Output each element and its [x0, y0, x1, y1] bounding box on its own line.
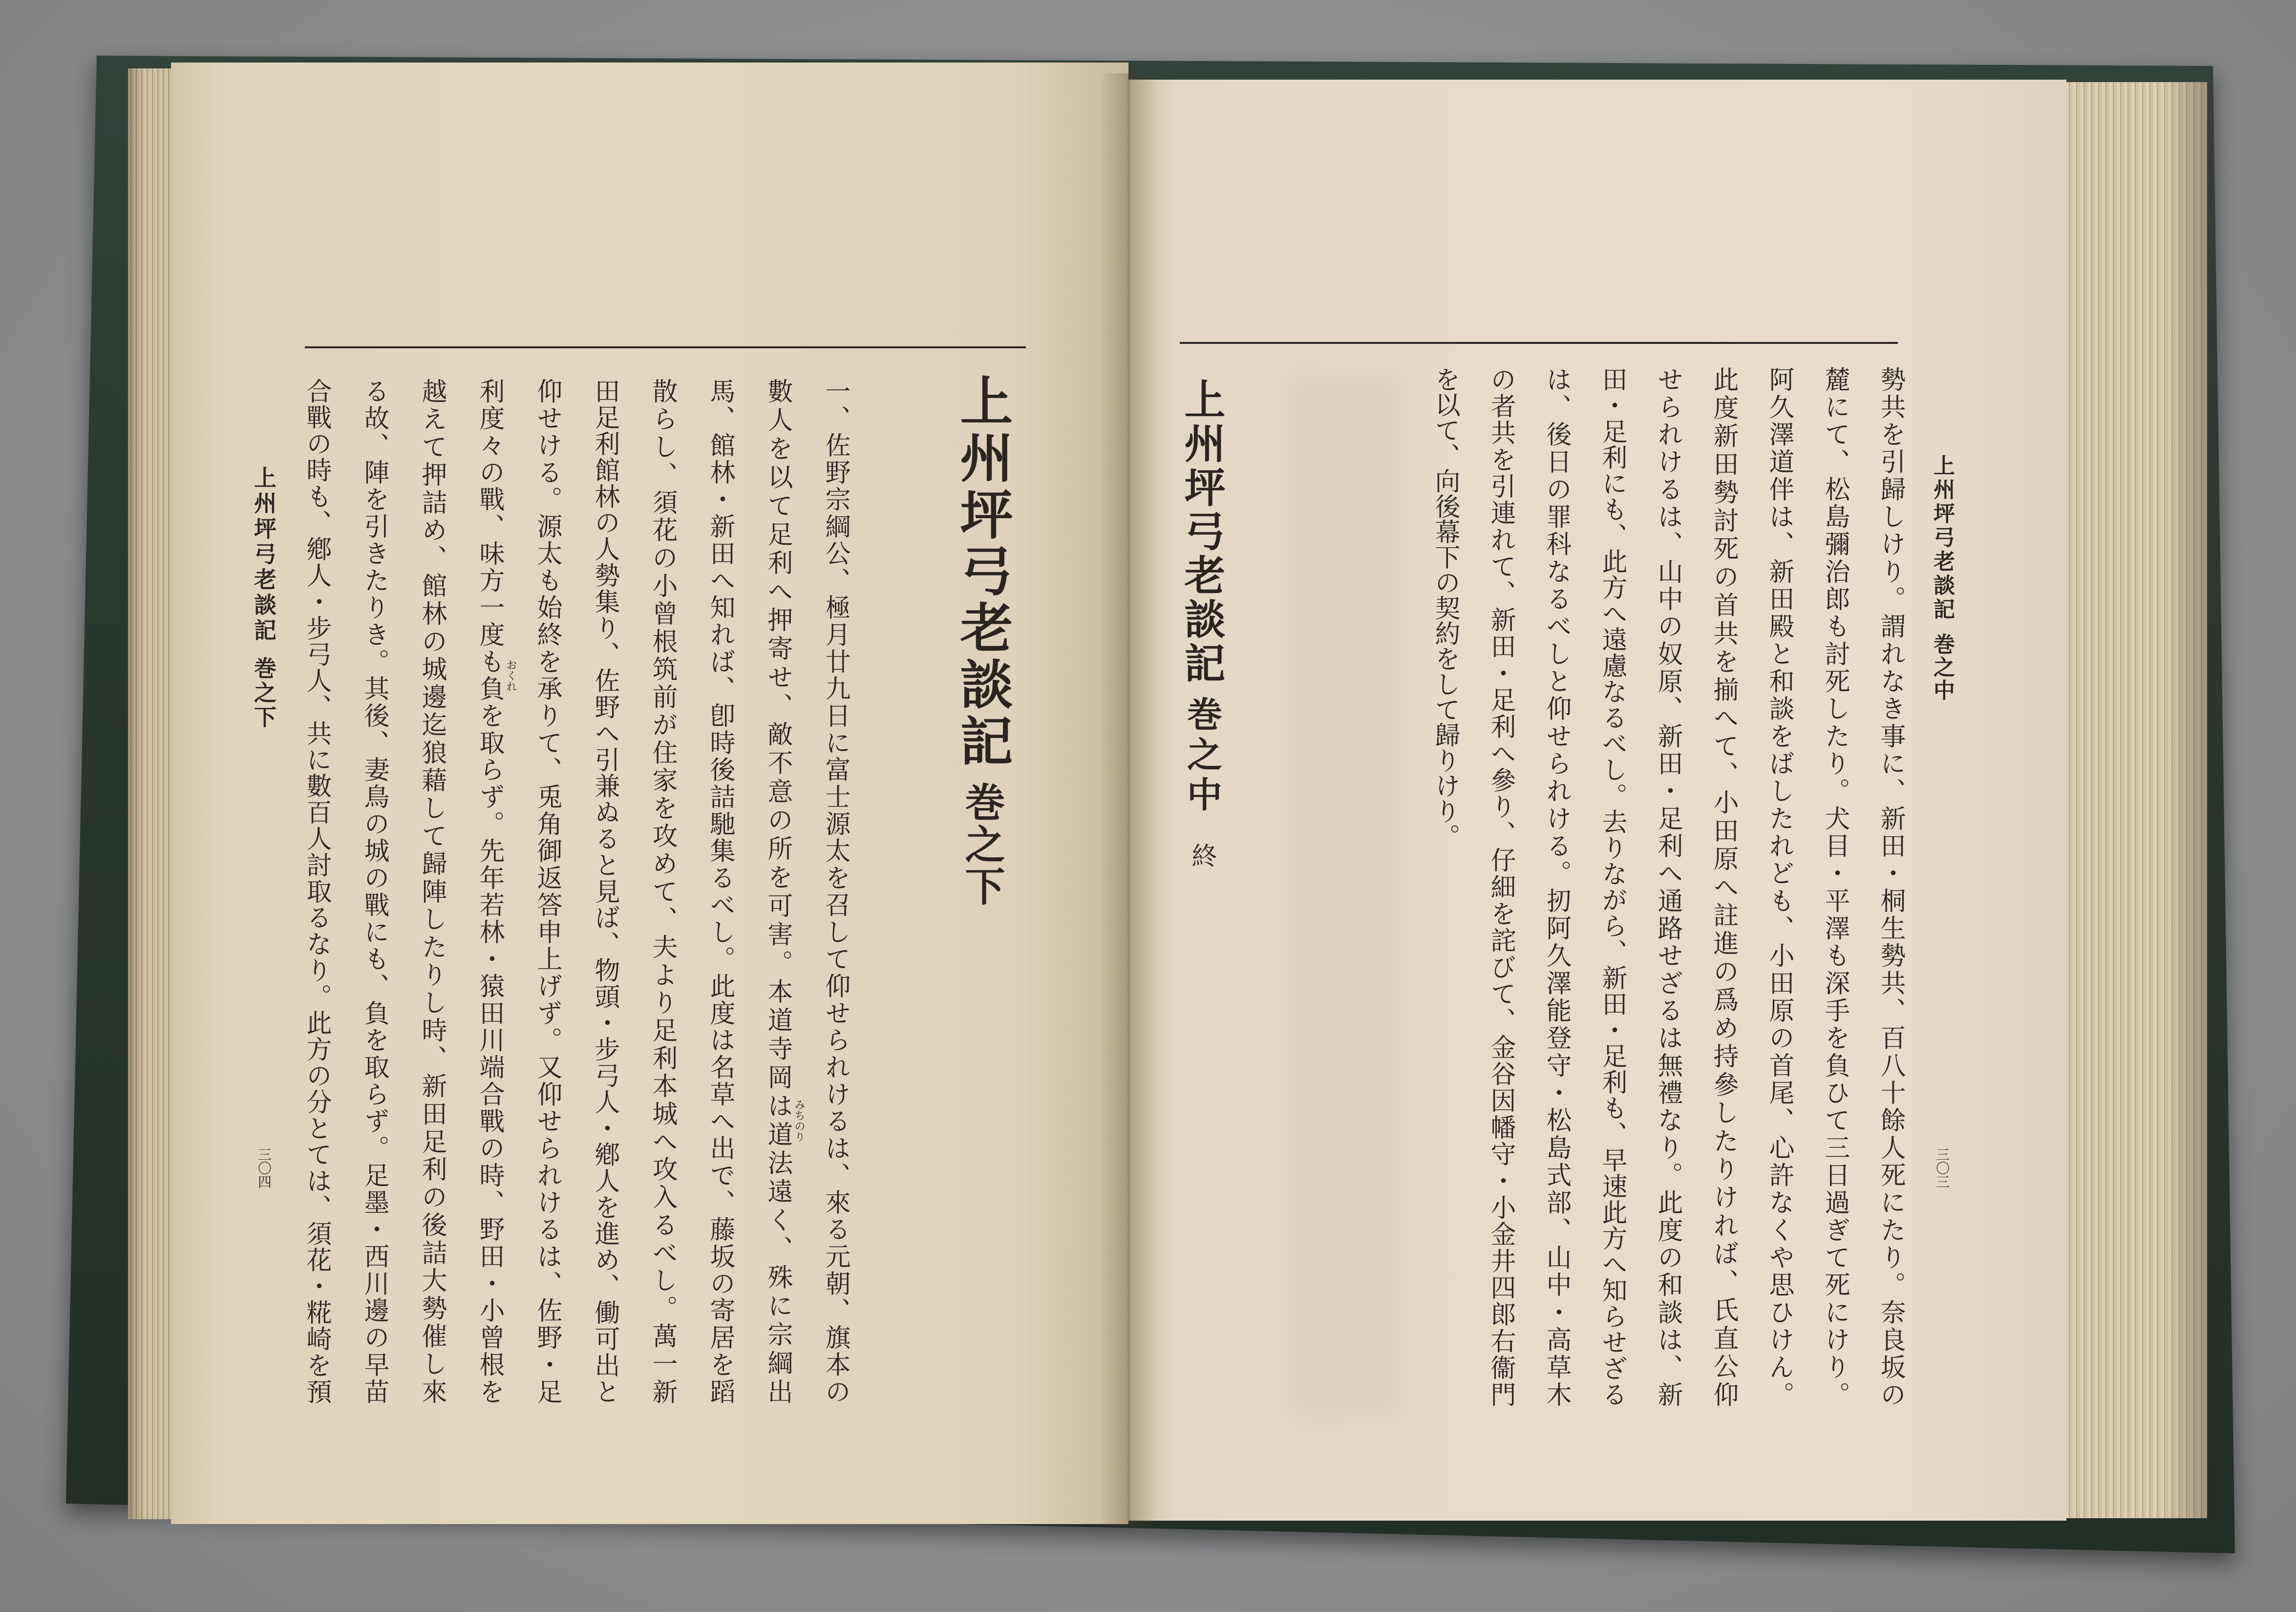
furigana-reading: おくれ [505, 659, 517, 692]
end-title-volume: 巻之中 [1181, 696, 1223, 816]
running-head-title: 上州坪弓老談記 [1930, 454, 1955, 622]
text-column: の者共を引連れて、新田・足利へ參り、仔細を詫びて、金谷因幡守・小金井四郎右衞門 [1486, 366, 1515, 1407]
page-number: 三〇三 [1934, 1147, 1950, 1188]
text-column: 勢共を引歸しけり。謂れなき事に、新田・桐生勢共、百八十餘人死にたり。奈良坂の [1876, 366, 1905, 1407]
text-column: る故、陣を引きたりき。其後、妻鳥の城の戰にも、負を取らず。足墨・西川邊の早苗 [360, 378, 389, 1404]
text-column: 馬、館林・新田へ知れば、卽時後詰馳集るべし。此度は名草へ出で、藤坂の寄居を蹈 [705, 378, 735, 1404]
end-title: 上州坪弓老談記 [1178, 378, 1226, 686]
running-head-volume: 巻之下 [251, 657, 277, 730]
text-column: 越えて押詰め、館林の城邊迄狼藉して歸陣したりし時、新田足利の後詰大勢催し來 [417, 378, 446, 1404]
running-head-title: 上州坪弓老談記 [251, 466, 277, 644]
text-column: を以て、向後幕下の契約をして歸りけり。 [1430, 366, 1460, 849]
text-column: 散らし、須花の小曾根筑前が住家を攻めて、夫より足利本城へ攻入るべし。萬一新 [648, 378, 677, 1404]
text-column: 合戰の時も、鄕人・步弓人、共に數百人討取るなり。此方の分とては、須花・糀崎を預 [302, 378, 331, 1404]
page-number: 三〇四 [256, 1147, 272, 1188]
end-mark: 終 [1187, 843, 1216, 868]
text-column: 麓にて、松島彌治郎も討死したり。犬目・平澤も深手を負ひて三日過ぎて死にけり。 [1820, 366, 1850, 1407]
text-column: 阿久澤道伴は、新田殿と和談をばしたれども、小田原の首尾、心許なくや思ひけん。 [1765, 366, 1794, 1407]
chapter-volume: 巻之下 [958, 782, 1005, 908]
header-rule [1180, 342, 1898, 344]
text-column: 數人を以て足利へ押寄せ、敵不意の所を可害。本道寺岡は道法遠く、殊に宗綱出 [763, 378, 792, 1404]
text-column: は、後日の罪科なるべしと仰せられける。扨阿久澤能登守・松島式部、山中・高草木 [1542, 366, 1571, 1407]
right-page-body [1417, 366, 1918, 1407]
text-column: 仰せける。源太も始終を承りて、兎角御返答申上げず。又仰せられけるは、佐野・足 [532, 378, 562, 1404]
text-column: 一、佐野宗綱公、極月廿九日に富士源太を召して仰せられけるは、來る元朝、旗本の [821, 378, 850, 1404]
chapter-title: 上州坪弓老談記 [951, 374, 1013, 770]
text-column: 利度々の戰、味方一度も負を取らず。先年若林・猿田川端合戰の時、野田・小曾根を [475, 378, 504, 1404]
text-column: 田・足利にも、此方へ遠慮なるべし。去りながら、新田・足利も、早速此方へ知らせざる [1597, 366, 1627, 1407]
text-column: せられけるは、山中の奴原、新田・足利へ通路せざるは無禮なり。此度の和談は、新 [1653, 366, 1682, 1407]
running-head-volume: 巻之中 [1930, 633, 1955, 702]
furigana-reading: みちのり [793, 1099, 805, 1142]
text-column: 此度新田勢討死の首共を揃へて、小田原へ註進の爲め持參したりければ、氏直公仰 [1709, 366, 1738, 1407]
text-column: 田足利館林の人勢集り、佐野へ引兼ぬると見ば、物頭・步弓人・鄕人を進め、働可出と [590, 378, 619, 1404]
